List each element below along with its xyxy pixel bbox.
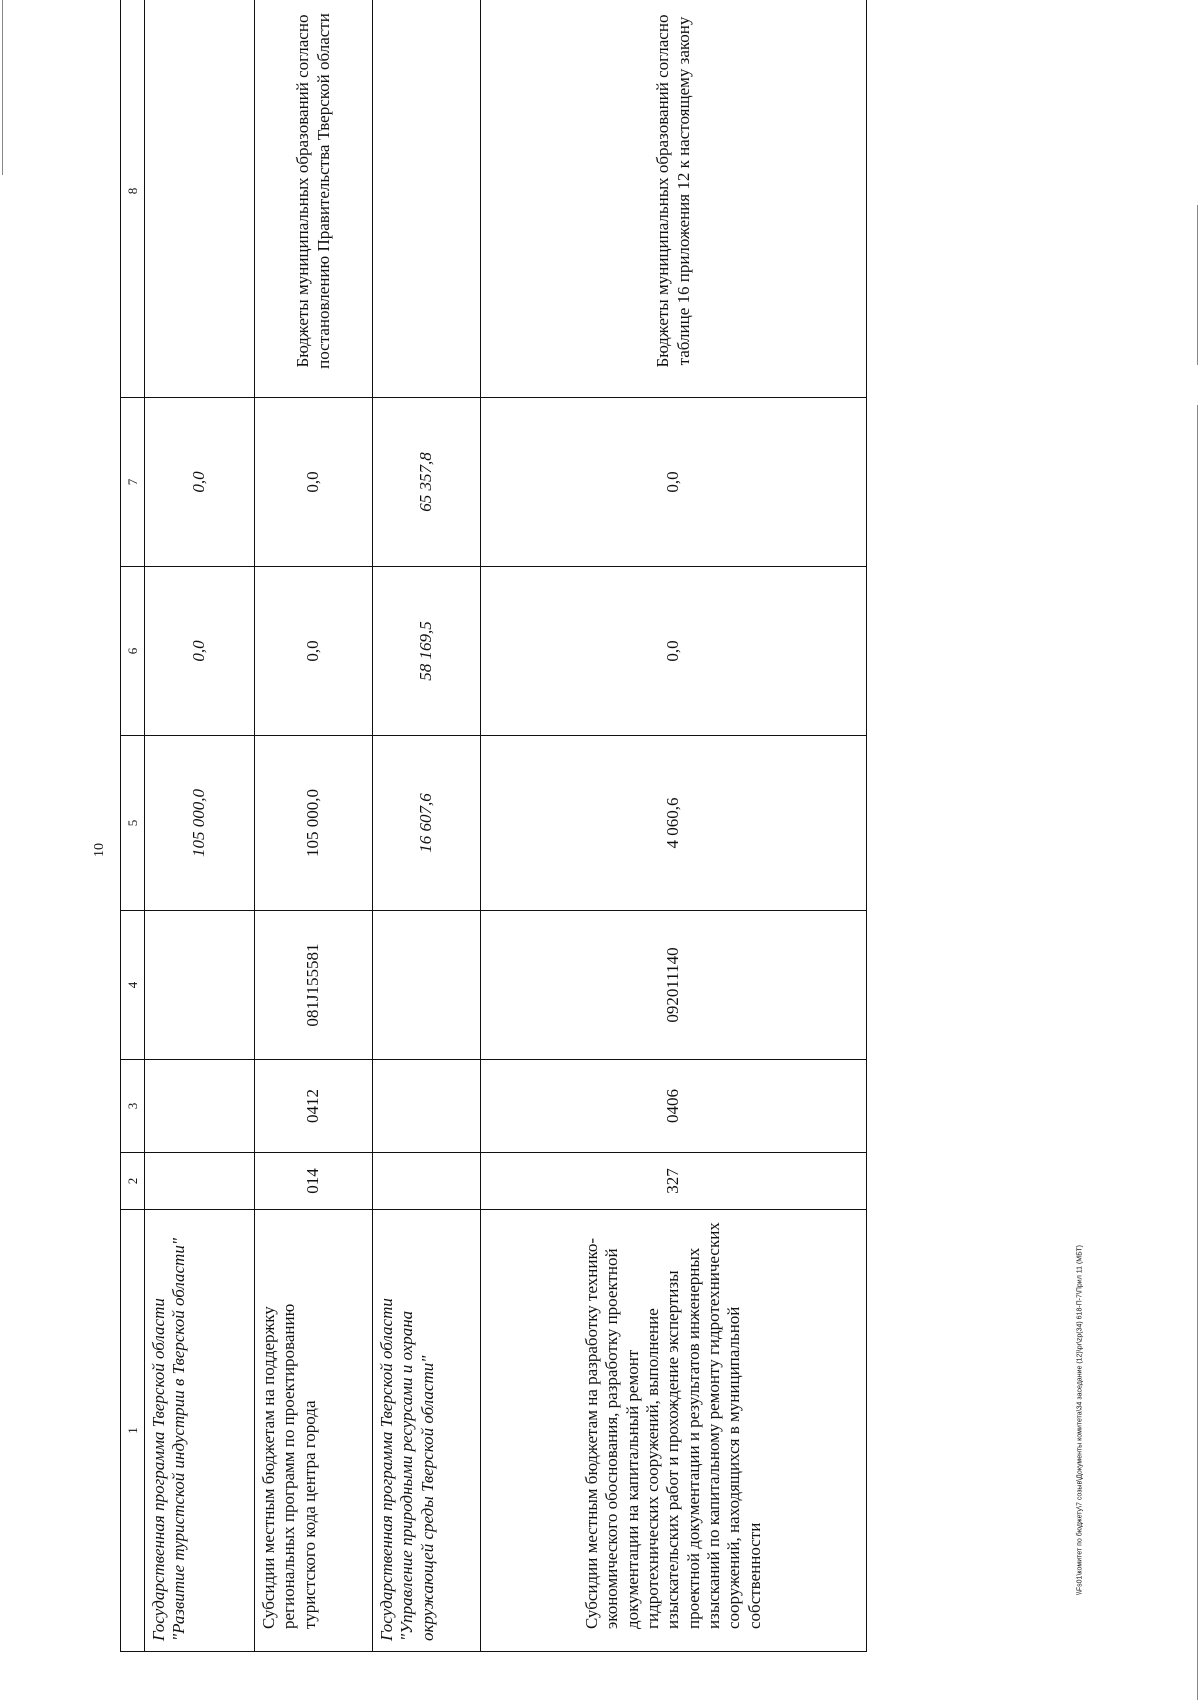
- value-cell: 0,0: [145, 567, 255, 736]
- page-number: 10: [92, 843, 107, 857]
- note-cell: [373, 0, 481, 398]
- column-header: 6: [121, 567, 145, 736]
- code-cell: 0412: [255, 1060, 373, 1153]
- code-cell: 327: [481, 1153, 867, 1210]
- value-cell: 105 000,0: [255, 736, 373, 911]
- code-cell: [373, 911, 481, 1060]
- value-cell: 0,0: [481, 398, 867, 567]
- row-name: Субсидии местным бюджетам на поддержку региональных программ по проектированию туристского кода центра города: [255, 1210, 373, 1652]
- value-cell: 16 607,6: [373, 736, 481, 911]
- value-cell: 0,0: [255, 398, 373, 567]
- column-header: 2: [121, 1153, 145, 1210]
- footer-file-path: \\Fs01\комитет по бюджету\7 созыв\Документы комитета\34 заседание (12)\pr\zp(34) 618-П-7\Прил 11 (МБТ): [1076, 1244, 1084, 1596]
- code-cell: [145, 1060, 255, 1153]
- row-name: Государственная программа Тверской области "Развитие туристской индустрии в Тверской области": [145, 1210, 255, 1652]
- code-cell: 092011140: [481, 911, 867, 1060]
- budget-table-container: [120, 13, 866, 1652]
- table-header-row: [121, 0, 145, 1652]
- right-margin-line-bottom: [1197, 405, 1198, 1700]
- table-row: [255, 0, 373, 1652]
- code-cell: [373, 1153, 481, 1210]
- value-cell: 105 000,0: [145, 736, 255, 911]
- note-cell: Бюджеты муниципальных образований согласно таблице 16 приложения 12 к настоящему закону: [481, 0, 867, 398]
- budget-table: [120, 0, 867, 1652]
- value-cell: 58 169,5: [373, 567, 481, 736]
- note-cell: Бюджеты муниципальных образований согласно постановлению Правительства Тверской области: [255, 0, 373, 398]
- value-cell: 4 060,6: [481, 736, 867, 911]
- column-header: 5: [121, 736, 145, 911]
- column-header: 1: [121, 1210, 145, 1652]
- value-cell: 0,0: [255, 567, 373, 736]
- column-header: 8: [121, 0, 145, 398]
- right-margin-line-top: [1197, 205, 1198, 365]
- column-header: 7: [121, 398, 145, 567]
- value-cell: 0,0: [145, 398, 255, 567]
- row-name: Субсидии местным бюджетам на разработку технико-экономического обоснования, разработку проектной документации на капитальный ремонт гидротехнических сооружений, выполнение изыскательских работ и прохождение экспертизы проектной документации и результатов инженерных изысканий по капитальному ремонту гидротехнических сооружений, находящихся в муниципальной собственности: [481, 1210, 867, 1652]
- row-name: Государственная программа Тверской области "Управление природными ресурсами и охрана окружающей среды Тверской области": [373, 1210, 481, 1652]
- code-cell: [145, 911, 255, 1060]
- code-cell: 081J155581: [255, 911, 373, 1060]
- table-row: [481, 0, 867, 1652]
- code-cell: [373, 1060, 481, 1153]
- note-cell: [145, 0, 255, 398]
- value-cell: 65 357,8: [373, 398, 481, 567]
- code-cell: [145, 1153, 255, 1210]
- column-header: 3: [121, 1060, 145, 1153]
- code-cell: 014: [255, 1153, 373, 1210]
- code-cell: 0406: [481, 1060, 867, 1153]
- value-cell: 0,0: [481, 567, 867, 736]
- left-margin-line: [2, 0, 3, 175]
- column-header: 4: [121, 911, 145, 1060]
- table-row: [145, 0, 255, 1652]
- table-row: [373, 0, 481, 1652]
